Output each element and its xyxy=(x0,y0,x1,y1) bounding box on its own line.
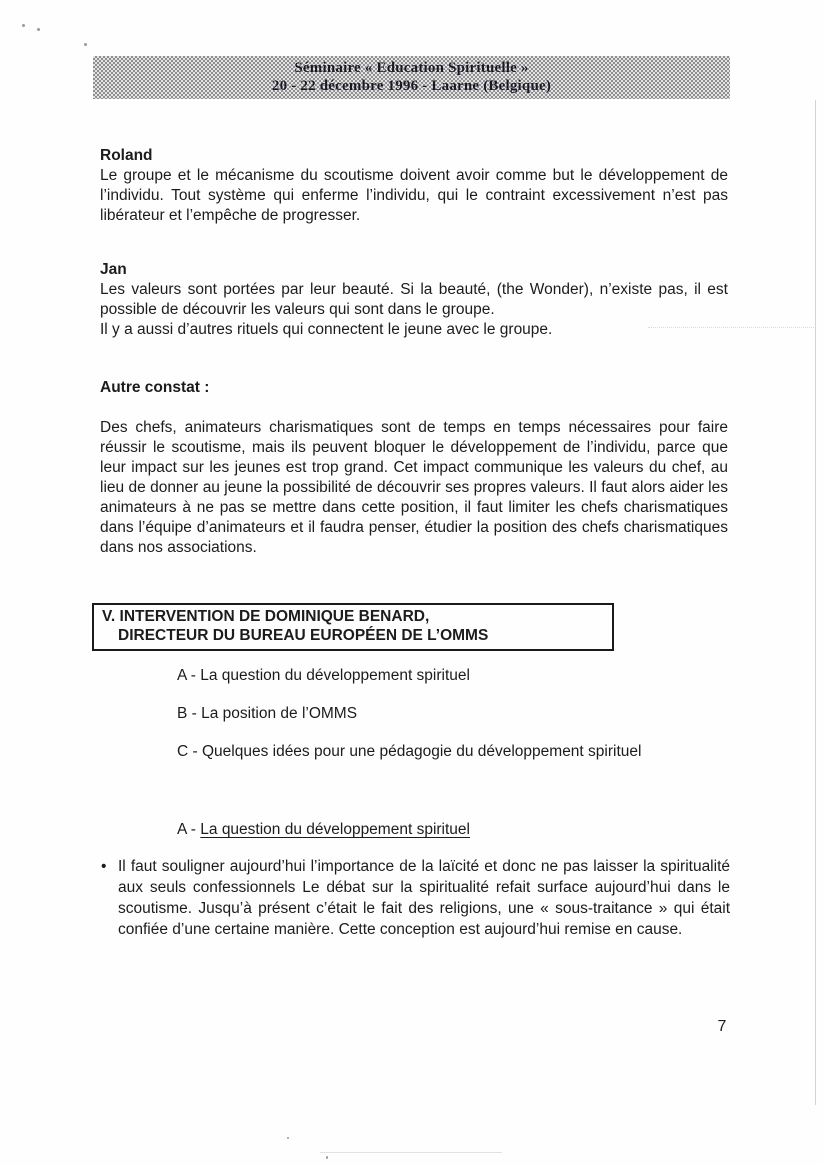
scan-speck xyxy=(37,28,40,31)
bullet-text: Il faut souligner aujourd’hui l’importance de la laïcité et donc ne pas laisser la spiritualité aux seuls confessionnels Le débat sur la spiritualité refait surface aujourd’hui dans le scoutisme. Jusqu’à présent c’était le fait des religions, une « sous-traitance » qui était confiée d’une certaine manière. Cette conception est aujourd’hui remise en cause. xyxy=(118,858,730,938)
page-number: 7 xyxy=(717,1018,727,1035)
scan-speck xyxy=(326,1156,328,1159)
scan-edge-line xyxy=(815,100,816,1105)
subsection-a-heading xyxy=(177,820,470,840)
autre-constat-block xyxy=(100,418,728,558)
roland-heading: Roland xyxy=(100,147,153,164)
intervention-title-box xyxy=(92,603,614,651)
scan-speck xyxy=(287,1137,289,1139)
scan-bottom-rule xyxy=(320,1152,502,1153)
roland-paragraph: Le groupe et le mécanisme du scoutisme doivent avoir comme but le développement de l’individu. Tout système qui enferme l’individu, qui le contraint excessivement n’est pas libérateur et l’empêche de progresser. xyxy=(100,167,728,224)
section-jan xyxy=(100,260,728,340)
agenda-item-b: B - La position de l’OMMS xyxy=(177,705,358,722)
subsection-a-prefix: A - xyxy=(177,821,201,838)
intervention-agenda xyxy=(177,666,737,780)
scan-speck xyxy=(84,43,87,46)
bullet-paragraph-block xyxy=(100,856,730,940)
jan-paragraph-1: Les valeurs sont portées par leur beauté. Si la beauté, (the Wonder), n’existe pas, il est possible de découvrir les valeurs qui sont dans le groupe. xyxy=(100,281,728,318)
banner-title: Séminaire « Education Spirituelle » xyxy=(294,60,529,76)
agenda-item-c: C - Quelques idées pour une pédagogie du développement spirituel xyxy=(177,743,642,760)
section-roland xyxy=(100,146,728,226)
autre-constat-heading: Autre constat : xyxy=(100,379,210,396)
intervention-title-line1: V. INTERVENTION DE DOMINIQUE BENARD, xyxy=(102,608,430,625)
jan-paragraph-2: Il y a aussi d’autres rituels qui connectent le jeune avec le groupe. xyxy=(100,321,553,338)
banner-subtitle: 20 - 22 décembre 1996 - Laarne (Belgique) xyxy=(271,78,552,94)
autre-constat-paragraph: Des chefs, animateurs charismatiques sont de temps en temps nécessaires pour faire réussir le scoutisme, mais ils peuvent bloquer le développement de l’individu, parce que leur impact sur les jeunes est trop grand. Cet impact communique les valeurs du chef, au lieu de donner au jeune la possibilité de découvrir ses propres valeurs. Il faut alors aider les animateurs à ne pas se mettre dans cette position, il faut limiter les chefs charismatiques dans l’équipe d’animateurs et il faudra penser, étudier la position des chefs charismatiques dans nos associations. xyxy=(100,419,728,556)
bullet-icon: • xyxy=(101,858,107,875)
jan-heading: Jan xyxy=(100,261,127,278)
header-banner xyxy=(93,56,730,99)
subsection-a-title: La question du développement spirituel xyxy=(200,821,470,838)
scan-speck xyxy=(22,24,25,27)
agenda-item-a: A - La question du développement spirituel xyxy=(177,667,470,684)
autre-constat-heading-block xyxy=(100,378,728,398)
intervention-title-line2: DIRECTEUR DU BUREAU EUROPÉEN DE L’OMMS xyxy=(118,627,489,644)
bullet-item xyxy=(100,856,730,940)
